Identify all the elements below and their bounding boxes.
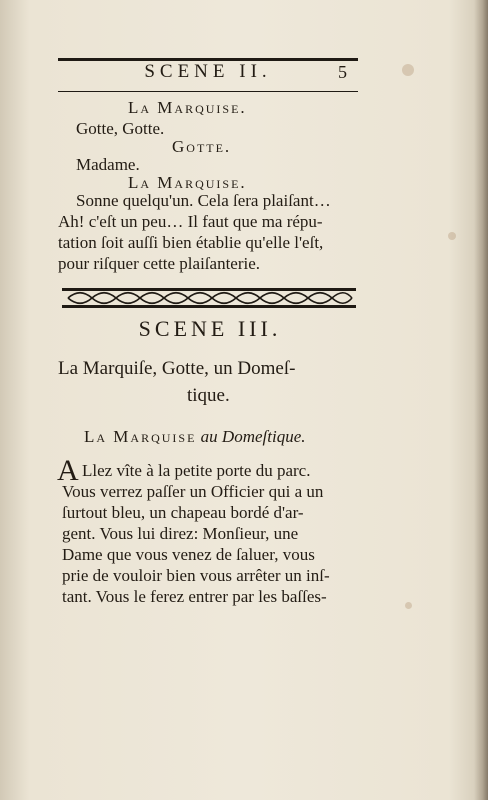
speaker-name: La Marquise	[84, 427, 197, 446]
foxing-spot	[448, 232, 456, 240]
speaker-name: La Marquise.	[128, 98, 247, 117]
drop-cap: A	[57, 454, 79, 487]
paragraph-line: gent. Vous lui direz: Monſieur, une	[62, 524, 299, 543]
speaker-name: La Marquise.	[128, 173, 247, 192]
paragraph-line: Dame que vous venez de ſaluer, vous	[62, 545, 315, 564]
paragraph-line: Vous verrez paſſer un Officier qui a un	[62, 482, 324, 501]
ornamental-divider	[62, 288, 356, 308]
header-rule-bottom	[58, 91, 358, 92]
running-head: SCENE II.	[144, 61, 272, 82]
cast-list-line: tique.	[187, 385, 230, 406]
paragraph-line: tant. Vous le ferez entrer par les baſſes-	[62, 587, 327, 606]
stage-speaker-line	[84, 428, 306, 445]
speech-line: tation ſoit auſſi bien établie qu'elle l'eſt,	[58, 233, 324, 252]
dialogue-line: Madame.	[76, 155, 140, 174]
paragraph-line: ſurtout bleu, un chapeau bordé d'ar-	[62, 503, 304, 522]
speech-line: pour riſquer cette plaiſanterie.	[58, 254, 261, 273]
speaker-name: Gotte.	[172, 137, 232, 156]
speech-line: Sonne quelqu'un. Cela ſera plaiſant…	[76, 191, 331, 210]
foxing-spot	[405, 602, 412, 609]
paragraph-line: Llez vîte à la petite porte du parc.	[82, 461, 311, 480]
page-edge-shadow	[474, 0, 488, 800]
stage-direction: au Domeſtique.	[200, 427, 306, 446]
page-number: 5	[338, 62, 347, 82]
paragraph-line: prie de vouloir bien vous arrêter un inſ-	[62, 566, 330, 585]
scene-title: SCENE III.	[138, 316, 282, 341]
speech-line: Ah! c'eſt un peu… Il faut que ma répu-	[58, 212, 323, 231]
dialogue-line: Gotte, Gotte.	[76, 119, 165, 138]
foxing-spot	[402, 64, 414, 76]
cast-list-line: La Marquiſe, Gotte, un Domeſ-	[58, 358, 296, 379]
